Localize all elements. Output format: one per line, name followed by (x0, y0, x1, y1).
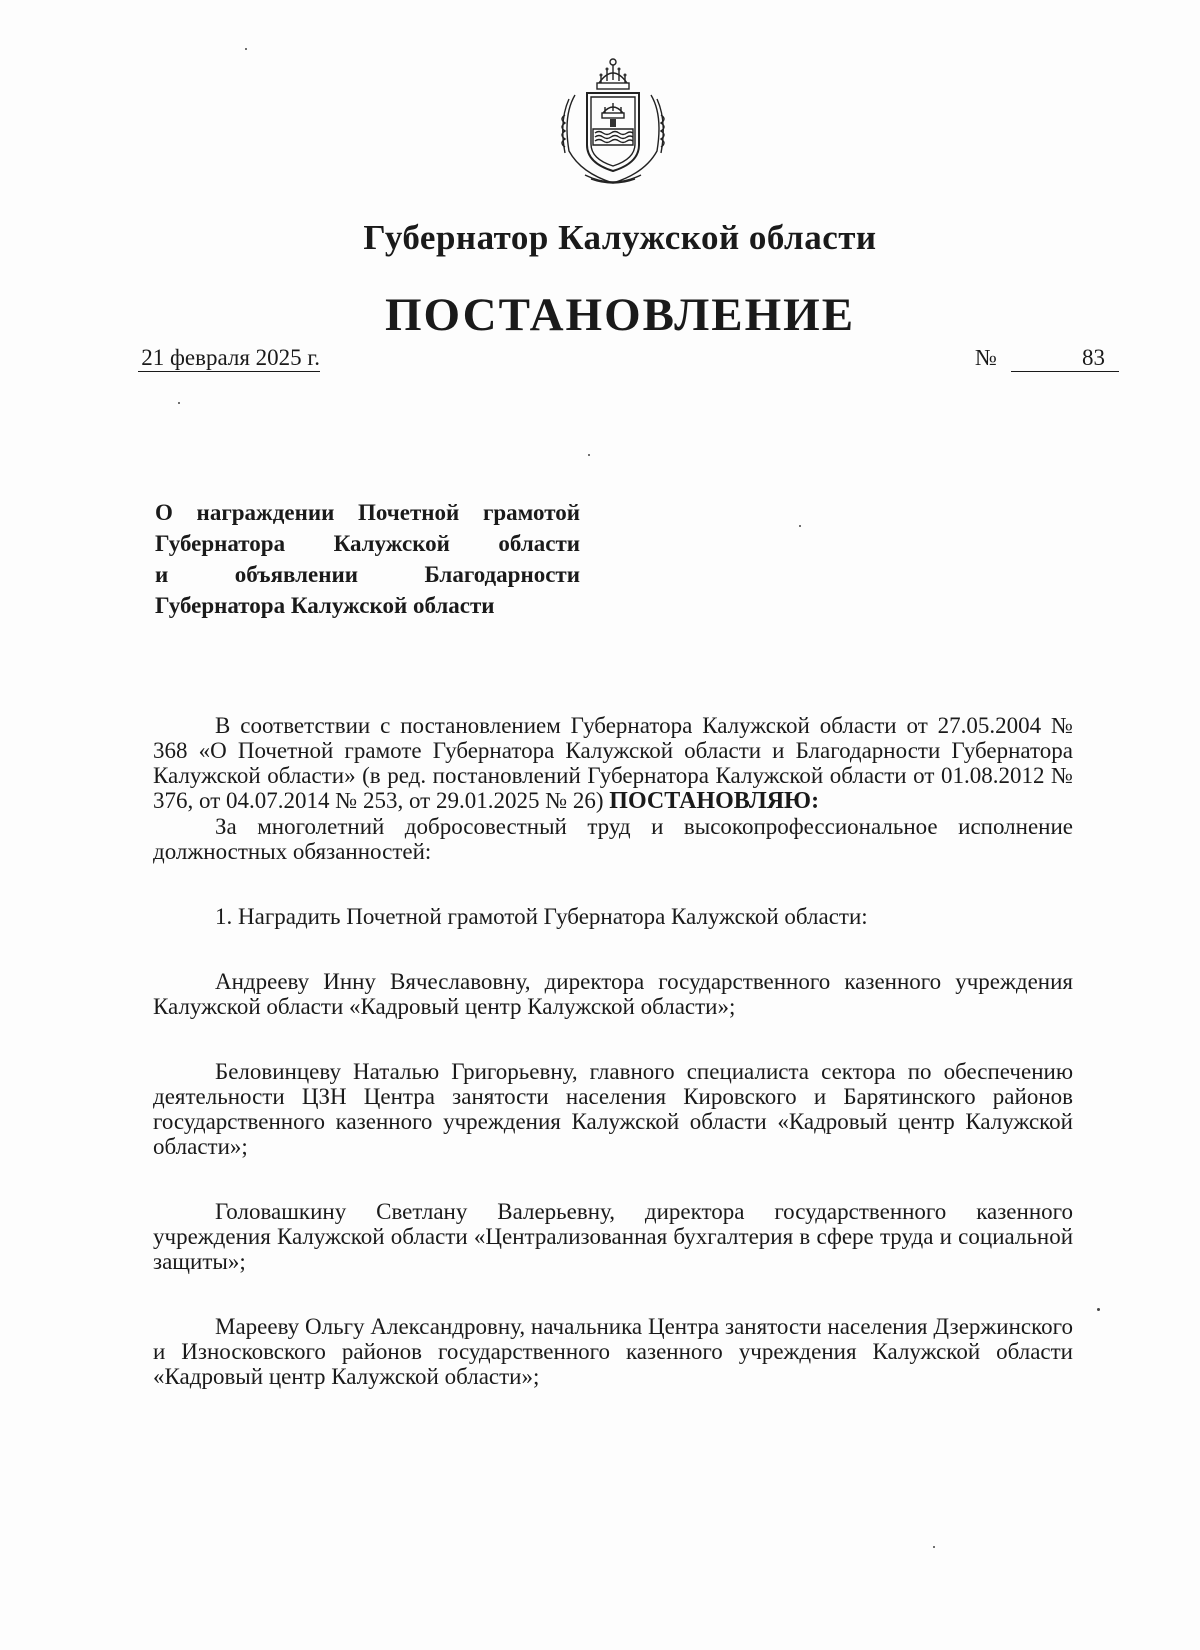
number-sign: № (975, 345, 997, 370)
awardee-paragraph: Андрееву Инну Вячеславовну, директора государственного казенного учреждения Калужской области «Кадровый центр Калужской области»; (153, 969, 1073, 1019)
document-body (153, 713, 1073, 1389)
subject-line: Губернатора Калужской области (155, 593, 495, 618)
document-number (975, 345, 1125, 372)
awardee-paragraph: Беловинцеву Наталью Григорьевну, главного специалиста сектора по обеспечению деятельности ЦЗН Центра занятости населения Кировского и Барятинского районов государственного казенного учреждения Калужской области «Кадровый центр Калужской области»; (153, 1059, 1073, 1159)
document-type-title: ПОСТАНОВЛЕНИЕ (384, 289, 856, 341)
scan-speck (799, 525, 801, 527)
issuing-authority: Губернатор Калужской области (363, 218, 877, 257)
awardee-paragraph: Головашкину Светлану Валерьевну, директора государственного казенного учреждения Калужской области «Централизованная бухгалтерия в сфере труда и социальной защиты»; (153, 1199, 1073, 1274)
preamble-text: В соответствии с постановлением Губернатора Калужской области от 27.05.2004 № 368 «О Почетной грамоте Губернатора Калужской области и Благодарности Губернатора Калужской области» (в ред. постановлений Губернатора Калужской области от 01.08.2012 № 376, от 04.07.2014 № 253, от 29.01.2025 № 26) (153, 713, 1073, 813)
subject-line: О награждении Почетной грамотой (155, 500, 580, 525)
subject-line: и объявлении Благодарности (155, 562, 580, 587)
scan-speck (178, 402, 180, 404)
scan-speck (588, 454, 590, 456)
awardee-paragraph: Марееву Ольгу Александровну, начальника Центра занятости населения Дзержинского и Износковского районов государственного казенного учреждения Калужской области «Кадровый центр Калужской области»; (153, 1314, 1073, 1389)
preamble-paragraph (153, 713, 1073, 814)
document-date: 21 февраля 2025 г. (138, 345, 320, 372)
reason-paragraph: За многолетний добросовестный труд и высокопрофессиональное исполнение должностных обязанностей: (153, 814, 1073, 864)
award-item-heading: 1. Наградить Почетной грамотой Губернатора Калужской области: (215, 904, 868, 929)
number-value: 83 (1011, 345, 1119, 372)
scan-speck (1097, 1308, 1100, 1311)
decree-word: ПОСТАНОВЛЯЮ: (609, 788, 820, 814)
document-subject (155, 497, 580, 621)
scan-speck (245, 48, 247, 50)
scan-speck (933, 1546, 935, 1548)
subject-line: Губернатора Калужской области (155, 531, 580, 556)
kaluga-coat-of-arms-icon (555, 55, 671, 187)
